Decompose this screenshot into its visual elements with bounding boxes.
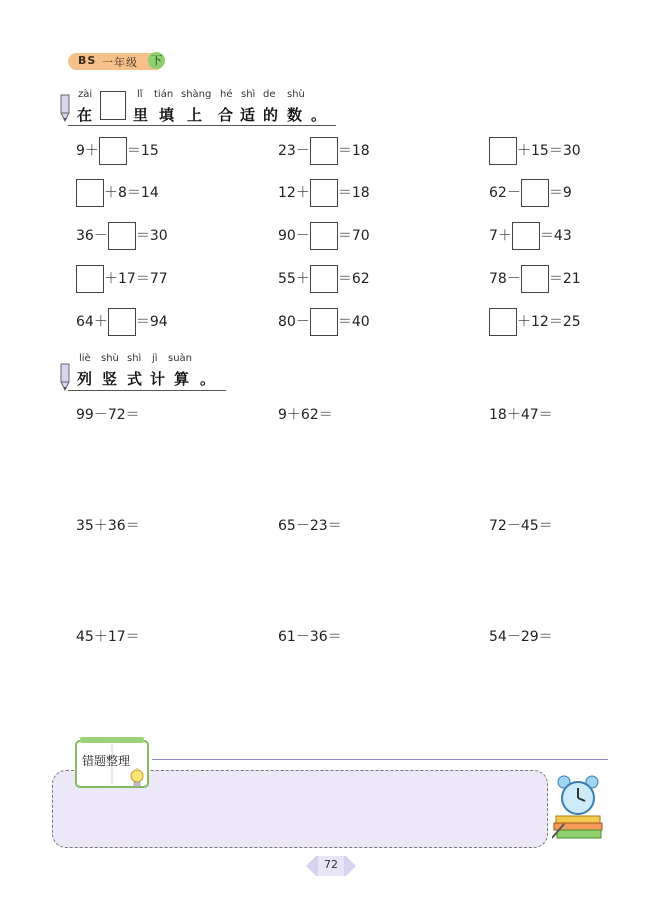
- pencil-icon: [56, 362, 74, 392]
- page-number: 72: [324, 858, 338, 871]
- pinyin-shu: shù: [287, 89, 305, 100]
- fill-equation: [76, 179, 159, 207]
- title-char-lie: 列: [77, 370, 93, 388]
- equation-right: ＋17＝77: [104, 271, 168, 287]
- vertical-problem: 99－72＝: [76, 407, 140, 423]
- alarm-clock-books-icon: [552, 772, 604, 842]
- vertical-problem: 35＋36＝: [76, 518, 140, 534]
- title-char-shu: 数: [287, 106, 303, 124]
- equation-left: 90－: [278, 228, 310, 244]
- answer-box[interactable]: [310, 222, 338, 250]
- pinyin-lie: liè: [79, 353, 91, 364]
- fill-equation: [278, 222, 370, 250]
- equation-left: 64＋: [76, 314, 108, 330]
- equation-right: ＝70: [337, 228, 370, 244]
- answer-box[interactable]: [512, 222, 540, 250]
- title-char-shu: 竖: [102, 370, 118, 388]
- vertical-problem: 61－36＝: [278, 629, 342, 645]
- answer-box[interactable]: [310, 179, 338, 207]
- vertical-problem: 72－45＝: [489, 518, 553, 534]
- review-label: 错题整理: [82, 754, 131, 768]
- title-char-shi: 式: [127, 370, 143, 388]
- equation-right: ＝40: [337, 314, 370, 330]
- equation-right: ＋12＝25: [517, 314, 581, 330]
- section-2-underline: [68, 390, 226, 391]
- lightbulb-icon: [129, 768, 145, 792]
- equation-left: 7＋: [489, 228, 512, 244]
- grade-label: 一年级: [102, 56, 138, 69]
- equation-left: 23－: [278, 143, 310, 159]
- vertical-problem: 45＋17＝: [76, 629, 140, 645]
- title-char-period: 。: [200, 370, 216, 388]
- fill-equation: [278, 179, 370, 207]
- title-char-ji: 计: [150, 370, 166, 388]
- term-label: 下: [148, 52, 165, 69]
- fill-equation: [489, 308, 581, 336]
- fill-equation: [76, 222, 168, 250]
- equation-left: 9＋: [76, 143, 99, 159]
- answer-box[interactable]: [99, 137, 127, 165]
- equation-right: ＝94: [135, 314, 168, 330]
- section-1-underline: [68, 125, 336, 126]
- equation-right: ＝9: [548, 185, 572, 201]
- equation-right: ＝15: [126, 143, 159, 159]
- fill-equation: [76, 137, 159, 165]
- pinyin-shi: shì: [241, 89, 256, 100]
- answer-box[interactable]: [489, 137, 517, 165]
- pinyin-shang: shàng: [181, 89, 212, 100]
- answer-box[interactable]: [521, 265, 549, 293]
- equation-left: 80－: [278, 314, 310, 330]
- title-char-shang: 上: [187, 106, 203, 124]
- pinyin-ji: jì: [152, 353, 158, 364]
- equation-right: ＝18: [337, 143, 370, 159]
- vertical-problem: 65－23＝: [278, 518, 342, 534]
- answer-box[interactable]: [310, 137, 338, 165]
- pencil-icon: [56, 93, 74, 123]
- equation-left: 55＋: [278, 271, 310, 287]
- fill-equation: [489, 222, 572, 250]
- title-char-tian: 填: [159, 106, 175, 124]
- answer-box[interactable]: [489, 308, 517, 336]
- equation-right: ＝43: [539, 228, 572, 244]
- fill-equation: [489, 265, 581, 293]
- equation-right: ＋8＝14: [104, 185, 159, 201]
- answer-box[interactable]: [521, 179, 549, 207]
- title-char-he: 合: [218, 106, 234, 124]
- equation-left: 62－: [489, 185, 521, 201]
- answer-box[interactable]: [76, 179, 104, 207]
- answer-box[interactable]: [108, 222, 136, 250]
- equation-right: ＝30: [135, 228, 168, 244]
- fill-equation: [489, 179, 572, 207]
- answer-box[interactable]: [76, 265, 104, 293]
- fill-equation: [76, 308, 168, 336]
- fill-equation: [278, 137, 370, 165]
- pinyin-suan: suàn: [168, 353, 193, 364]
- equation-left: 12＋: [278, 185, 310, 201]
- vertical-problem: 9＋62＝: [278, 407, 333, 423]
- pinyin-zai: zài: [78, 89, 93, 100]
- fill-equation: [278, 265, 370, 293]
- pinyin-li: lǐ: [137, 89, 143, 100]
- pinyin-de: de: [263, 89, 276, 100]
- pinyin-shu: shù: [101, 353, 119, 364]
- edition-code: BS: [78, 54, 97, 67]
- pinyin-shi: shì: [127, 353, 142, 364]
- title-char-shi: 适: [240, 106, 256, 124]
- equation-right: ＝62: [337, 271, 370, 287]
- title-char-suan: 算: [174, 370, 190, 388]
- vertical-problem: 54－29＝: [489, 629, 553, 645]
- blank-box-symbol: [100, 91, 126, 120]
- equation-left: 78－: [489, 271, 521, 287]
- fill-equation: [489, 137, 581, 165]
- answer-box[interactable]: [310, 308, 338, 336]
- vertical-problem: 18＋47＝: [489, 407, 553, 423]
- title-char-de: 的: [263, 106, 279, 124]
- review-rule: [152, 759, 608, 760]
- title-char-li: 里: [133, 106, 149, 124]
- fill-equation: [278, 308, 370, 336]
- equation-right: ＋15＝30: [517, 143, 581, 159]
- title-char-zai: 在: [77, 106, 93, 124]
- title-char-period: 。: [311, 106, 327, 124]
- pinyin-tian: tián: [154, 89, 174, 100]
- equation-left: 36－: [76, 228, 108, 244]
- answer-box[interactable]: [108, 308, 136, 336]
- fill-equation: [76, 265, 168, 293]
- equation-right: ＝21: [548, 271, 581, 287]
- pinyin-he: hé: [220, 89, 233, 100]
- answer-box[interactable]: [310, 265, 338, 293]
- equation-right: ＝18: [337, 185, 370, 201]
